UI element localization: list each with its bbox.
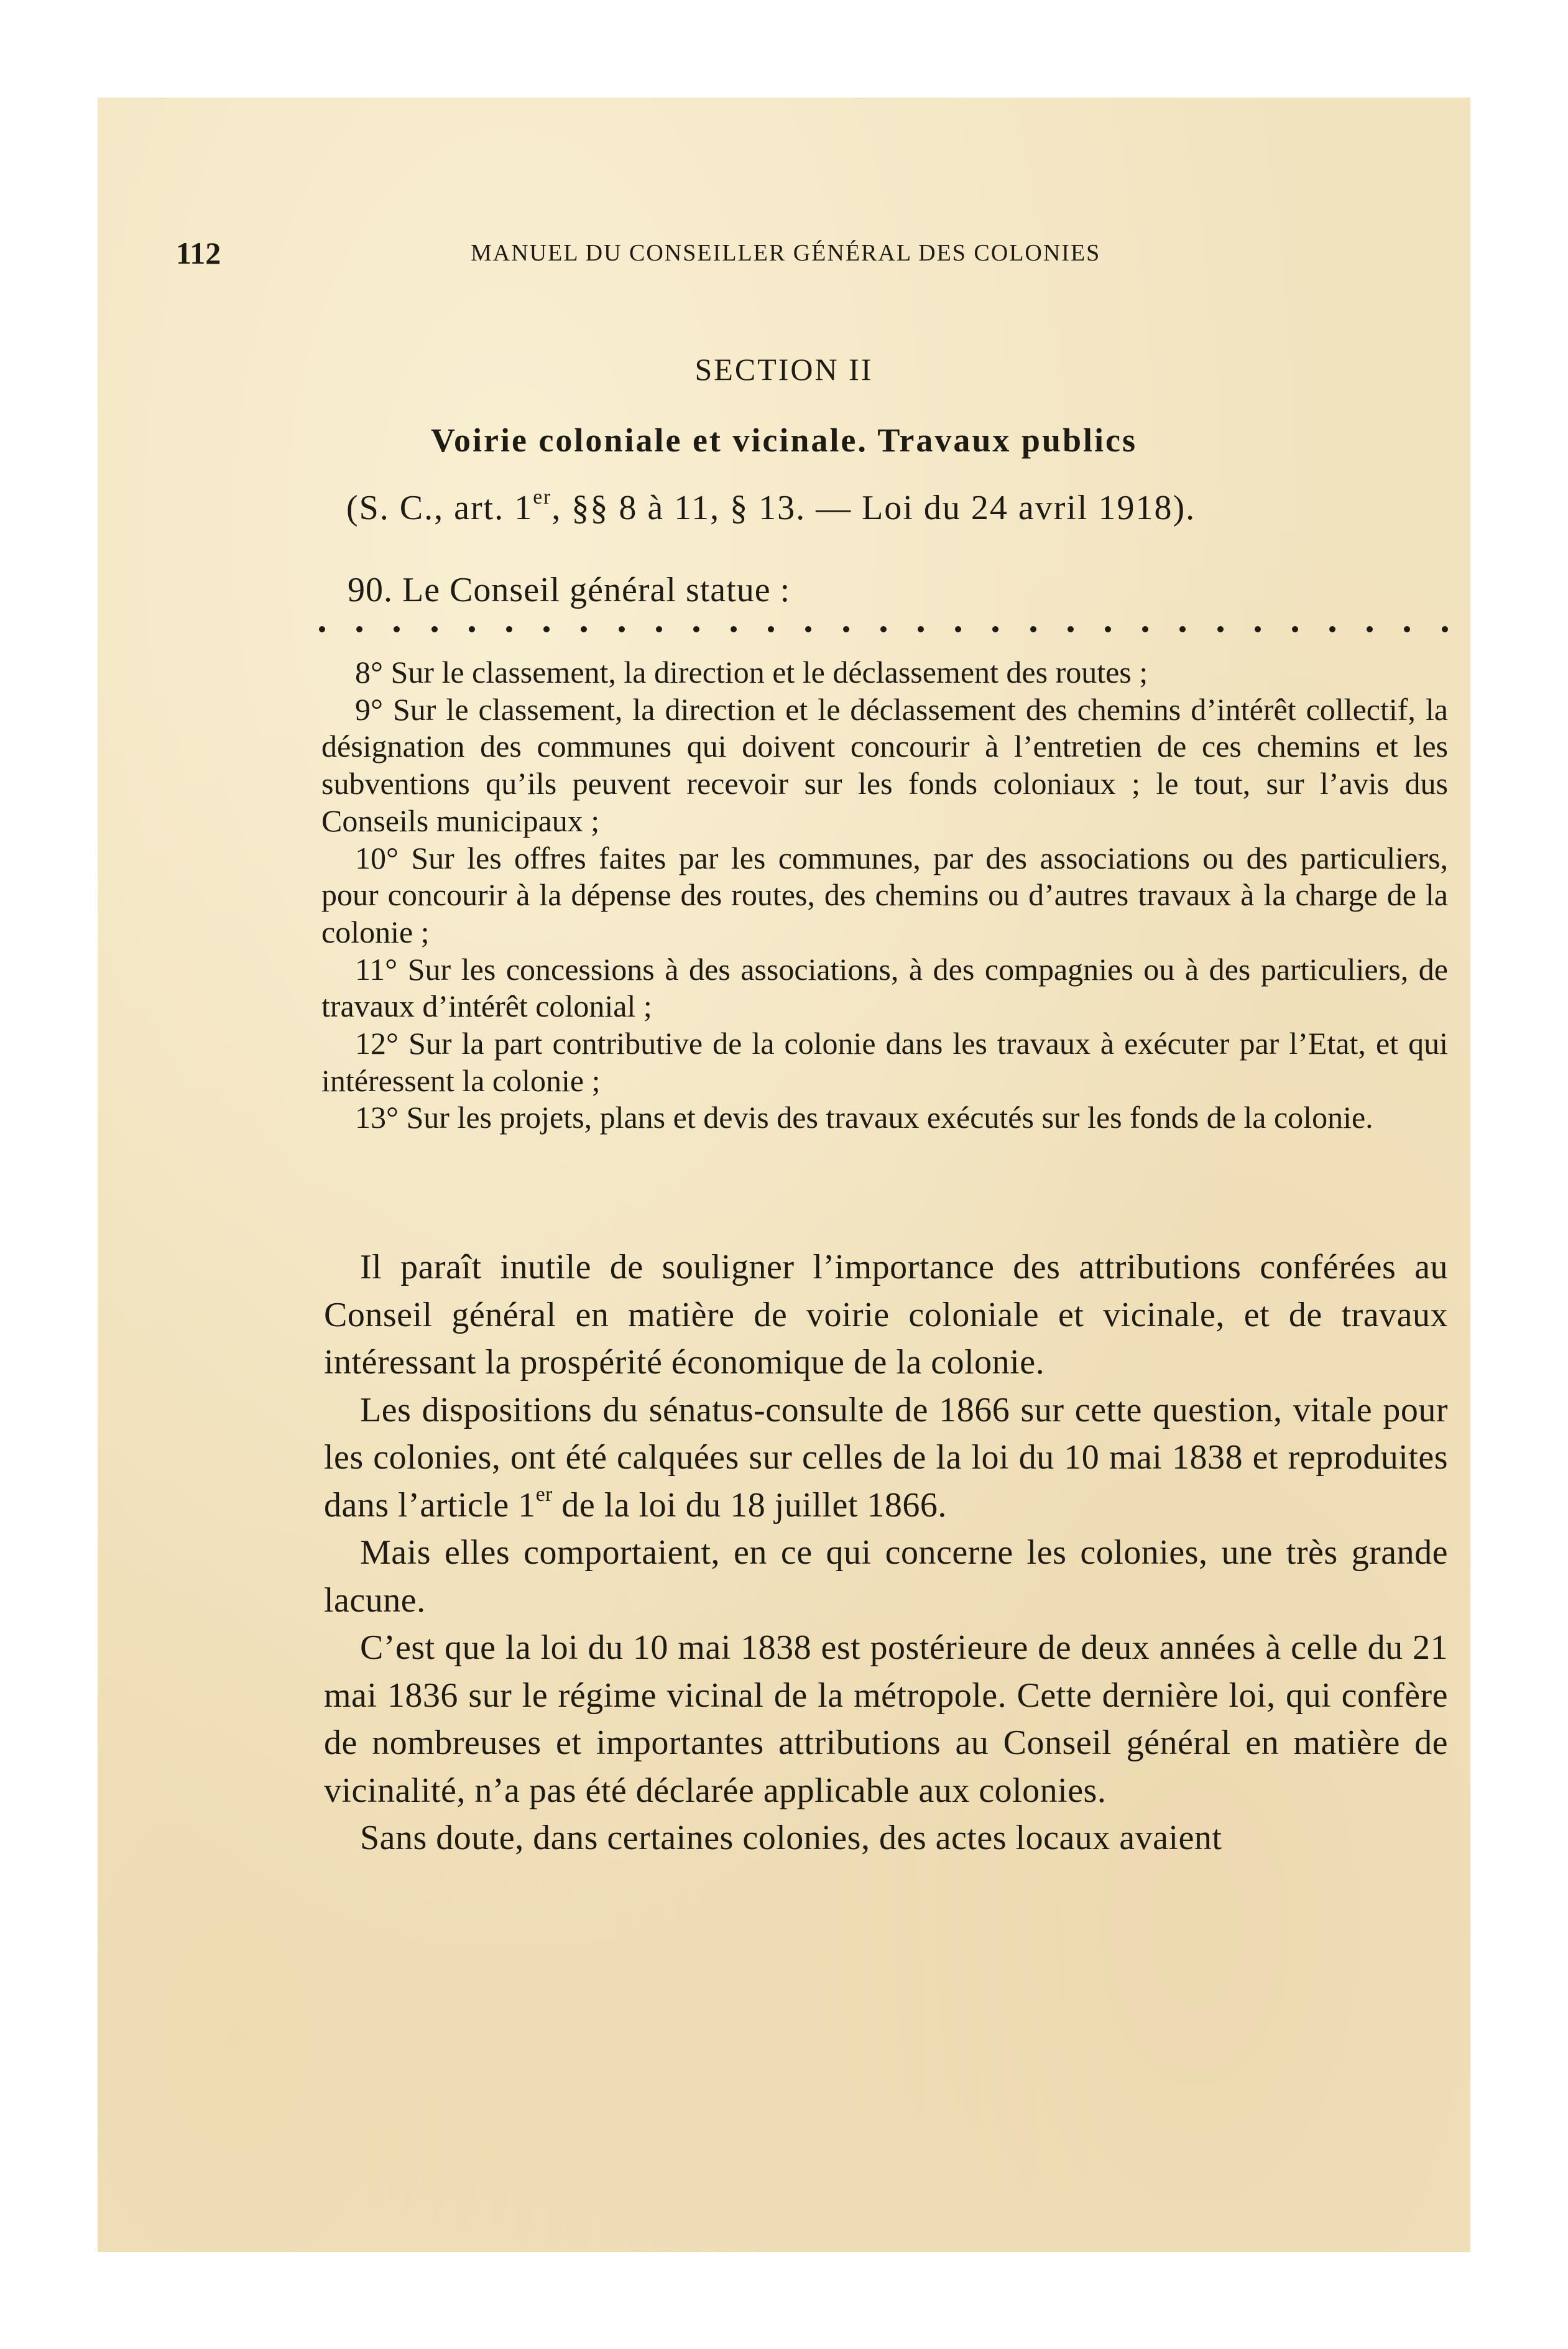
statute-item: 9° Sur le classement, la direction et le déclassement des chemins d’intérêt collectif, la désignation des communes qui doivent concourir à l’entretien de ces chemins et les subventions qu’ils peuvent recevoir sur les fonds coloniaux ; le tout, sur l’avis dus Conseils municipaux ; <box>321 691 1448 838</box>
section-heading: SECTION II <box>694 352 874 387</box>
paragraph-superscript: er <box>535 1482 553 1506</box>
statute-item: 11° Sur les concessions à des associations, à des compagnies ou à des particuliers, de travaux d’intérêt colonial ; <box>321 951 1448 1024</box>
refs-text-start: (S. C., art. 1 <box>346 489 533 527</box>
running-title: MANUEL DU CONSEILLER GÉNÉRAL DES COLONIES <box>471 240 1101 266</box>
commentary-paragraph: Sans doute, dans certaines colonies, des actes locaux avaient <box>360 1819 1222 1857</box>
paragraph-text-start: Les dispositions du sénatus-consulte de 1866 sur cette question, vitale pour les colonies, ont été calquées sur celles de la loi du 10 mai 1838 et reproduites dans l’article 1 <box>324 1390 1448 1525</box>
statute-item: 13° Sur les projets, plans et devis des travaux exécutés sur les fonds de la colonie. <box>355 1100 1373 1135</box>
refs-text-end: , §§ 8 à 11, § 13. — Loi du 24 avril 1918). <box>551 489 1196 527</box>
statute-item: 10° Sur les offres faites par les communes, par des associations ou des particuliers, pour concourir à la dépense des routes, des chemins ou d’autres travaux à la charge de la colonie ; <box>321 840 1448 949</box>
section-title: Voirie coloniale et vicinale. Travaux publics <box>430 422 1137 459</box>
statute-item: 8° Sur le classement, la direction et le déclassement des routes ; <box>355 655 1148 690</box>
commentary <box>324 1244 1448 1862</box>
commentary-paragraph: Mais elles comportaient, en ce qui concerne les colonies, une très grande lacune. <box>324 1533 1448 1620</box>
section-references <box>346 485 1196 528</box>
paragraph-text-end: de la loi du 18 juillet 1866. <box>552 1485 947 1525</box>
commentary-paragraph <box>324 1387 1448 1530</box>
statute-items <box>321 654 1448 1137</box>
scanned-page <box>98 98 1470 2252</box>
commentary-paragraph: C’est que la loi du 10 mai 1838 est postérieure de deux années à celle du 21 mai 1836 sur le régime vicinal de la métropole. Cette dernière loi, qui confère de nombreuses et importantes attributions au Conseil général en matière de vicinalité, n’a pas été déclarée applicable aux colonies. <box>324 1628 1448 1810</box>
elision-dots <box>319 626 1448 632</box>
refs-superscript: er <box>533 485 552 509</box>
page-number: 112 <box>176 236 221 270</box>
commentary-paragraph: Il paraît inutile de souligner l’importance des attributions conférées au Conseil général en matière de voirie coloniale et vicinale, et de travaux intéressant la prospérité économique de la colonie. <box>324 1248 1448 1382</box>
statute-item: 12° Sur la part contributive de la colonie dans les travaux à exécuter par l’Etat, et qui intéressent la colonie ; <box>321 1026 1448 1098</box>
article-intro: 90. Le Conseil général statue : <box>348 571 791 609</box>
